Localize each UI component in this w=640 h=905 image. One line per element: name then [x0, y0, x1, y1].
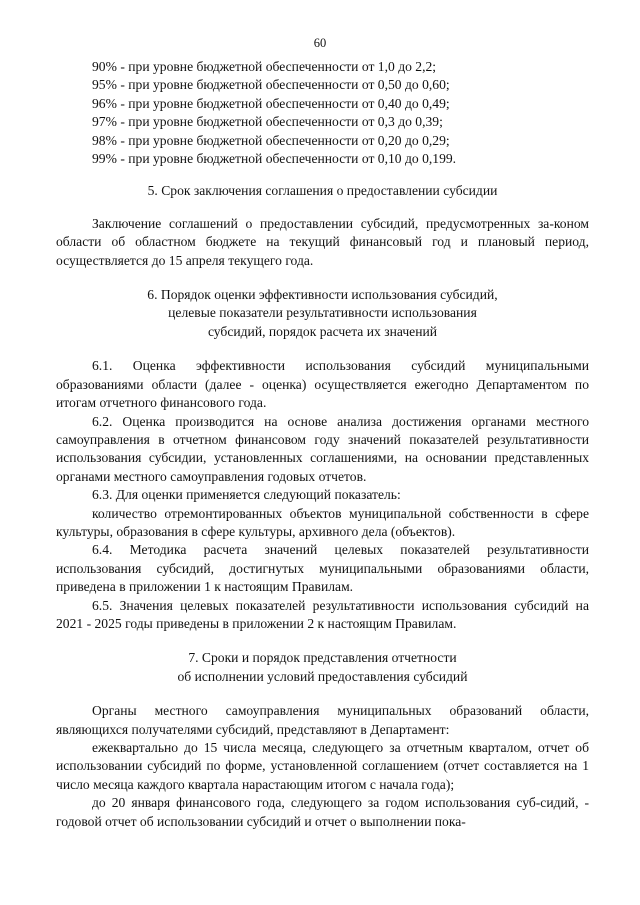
section7-intro: Органы местного самоуправления муниципальных образований области, являющихся получателями субсидий, представляют в Департамент:	[56, 703, 589, 737]
page-content	[56, 58, 589, 831]
section6-title-line: целевые показатели результативности использования	[168, 305, 477, 321]
section7-title-line: 7. Сроки и порядок представления отчетности	[188, 650, 457, 666]
paragraph-6-5: 6.5. Значения целевых показателей результативности использования субсидий на 2021 - 2025 годы приведены в приложении 2 к настоящим Правилам.	[56, 597, 589, 631]
section6-title	[56, 286, 589, 341]
section7-title	[56, 649, 589, 686]
section5-title: 5. Срок заключения соглашения о предоставлении субсидии	[147, 183, 498, 199]
paragraph-6-1: 6.1. Оценка эффективности использования субсидий муниципальными образованиями области (далее - оценка) осуществляется ежегодно Департаментом по итогам отчетного финансового года.	[56, 358, 589, 411]
paragraph-6-2: 6.2. Оценка производится на основе анализа достижения органами местного самоуправления в отчетном финансовом году значений показателей результативности использования субсидии, установленных соглашениями, на основании представленных органами местного самоуправления годовых отчетов.	[56, 413, 589, 484]
level-list	[56, 58, 589, 168]
section6-title-line: субсидий, порядок расчета их значений	[207, 323, 438, 339]
paragraph-6-3: 6.3. Для оценки применяется следующий показатель:	[92, 487, 401, 503]
paragraph-6-4: 6.4. Методика расчета значений целевых показателей результативности использования субсидий, достигнутых муниципальными образованиями области, приведена в приложении 1 к настоящим Правилам.	[56, 542, 589, 595]
annual-report-text: до 20 января финансового года, следующего за годом использования суб-сидий, - годовой отчет об использовании субсидий и отчет о выполнении пока-	[56, 795, 589, 829]
level-item: 98% - при уровне бюджетной обеспеченности от 0,20 до 0,29;	[92, 132, 450, 148]
section5-text: Заключение соглашений о предоставлении субсидий, предусмотренных за-коном области об областном бюджете на текущий финансовый год и плановый период, осуществляется до 15 апреля текущего года.	[56, 215, 589, 268]
level-item: 99% - при уровне бюджетной обеспеченности от 0,10 до 0,199.	[92, 151, 457, 167]
section6-title-line: 6. Порядок оценки эффективности использования субсидий,	[147, 287, 498, 303]
page-number: 60	[313, 36, 327, 50]
indicator-text: количество отремонтированных объектов муниципальной собственности в сфере культуры, образования в сфере культуры, архивного дела (объектов).	[56, 505, 589, 539]
section7-title-line: об исполнении условий предоставления субсидий	[177, 668, 468, 684]
level-item: 96% - при уровне бюджетной обеспеченности от 0,40 до 0,49;	[92, 95, 450, 111]
level-item: 90% - при уровне бюджетной обеспеченности от 1,0 до 2,2;	[92, 59, 437, 74]
level-item: 95% - при уровне бюджетной обеспеченности от 0,50 до 0,60;	[92, 77, 450, 93]
level-item: 97% - при уровне бюджетной обеспеченности от 0,3 до 0,39;	[92, 114, 443, 130]
quarterly-report-text: ежеквартально до 15 числа месяца, следующего за отчетным кварталом, отчет об использовании субсидий по форме, установленной соглашением (отчет составляется на 1 число месяца каждого квартала нарастающим итогом с начала года);	[56, 740, 589, 792]
